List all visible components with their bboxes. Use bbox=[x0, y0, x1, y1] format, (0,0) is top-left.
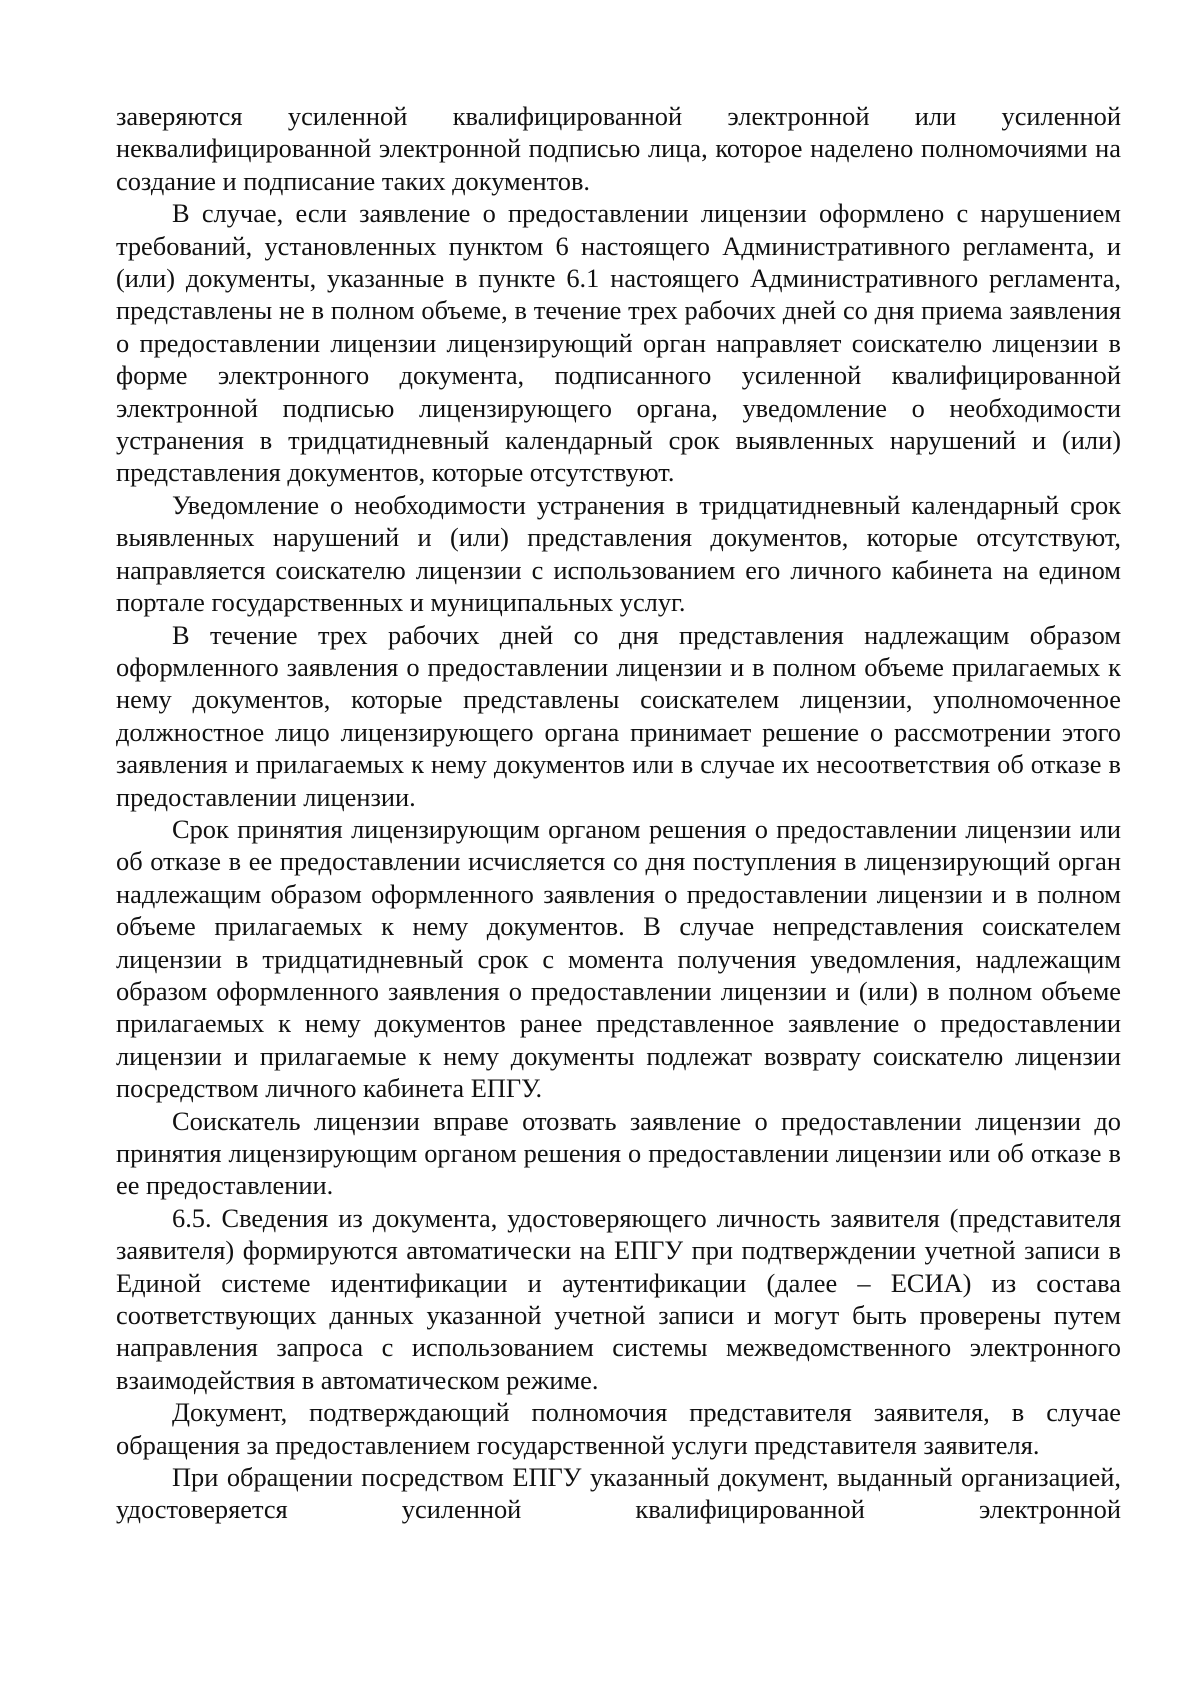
document-body bbox=[116, 100, 1121, 1526]
paragraph-3: Уведомление о необходимости устранения в тридцатидневный календарный срок выявленных нарушений и (или) представления документов, которые отсутствуют, направляется соискателю лицензии с использованием его личного кабинета на едином портале государственных и муниципальных услуг. bbox=[116, 489, 1121, 618]
paragraph-6: Соискатель лицензии вправе отозвать заявление о предоставлении лицензии до принятия лицензирующим органом решения о предоставлении лицензии или об отказе в ее предоставлении. bbox=[116, 1105, 1121, 1201]
paragraph-7: 6.5. Сведения из документа, удостоверяющего личность заявителя (представителя заявителя) формируются автоматически на ЕПГУ при подтверждении учетной записи в Единой системе идентификации и аутентификации (далее – ЕСИА) из состава соответствующих данных указанной учетной записи и могут быть проверены путем направления запроса с использованием системы межведомственного электронного взаимодействия в автоматическом режиме. bbox=[116, 1202, 1121, 1395]
paragraph-1: заверяются усиленной квалифицированной электронной или усиленной неквалифицированной электронной подписью лица, которое наделено полномочиями на создание и подписание таких документов. bbox=[116, 101, 1121, 196]
paragraph-4: В течение трех рабочих дней со дня представления надлежащим образом оформленного заявления о предоставлении лицензии и в полном объеме прилагаемых к нему документов, которые представлены соискателем лицензии, уполномоченное должностное лицо лицензирующего органа принимает решение о рассмотрении этого заявления и прилагаемых к нему документов или в случае их несоответствия об отказе в предоставлении лицензии. bbox=[116, 619, 1121, 812]
paragraph-2: В случае, если заявление о предоставлении лицензии оформлено с нарушением требований, установленных пунктом 6 настоящего Административного регламента, и (или) документы, указанные в пункте 6.1 настоящего Административного регламента, представлены не в полном объеме, в течение трех рабочих дней со дня приема заявления о предоставлении лицензии лицензирующий орган направляет соискателю лицензии в форме электронного документа, подписанного усиленной квалифицированной электронной подписью лицензирующего органа, уведомление о необходимости устранения в тридцатидневный календарный срок выявленных нарушений и (или) представления документов, которые отсутствуют. bbox=[116, 198, 1121, 488]
paragraph-8: Документ, подтверждающий полномочия представителя заявителя, в случае обращения за предоставлением государственной услуги представителя заявителя. bbox=[116, 1397, 1121, 1460]
paragraph-9: При обращении посредством ЕПГУ указанный документ, выданный организацией, удостоверяется усиленной квалифицированной электронной bbox=[116, 1462, 1121, 1525]
paragraph-5: Срок принятия лицензирующим органом решения о предоставлении лицензии или об отказе в ее предоставлении исчисляется со дня поступления в лицензирующий орган надлежащим образом оформленного заявления о предоставлении лицензии и в полном объеме прилагаемых к нему документов. В случае непредставления соискателем лицензии в тридцатидневный срок с момента получения уведомления, надлежащим образом оформленного заявления о предоставлении лицензии и (или) в полном объеме прилагаемых к нему документов ранее представленное заявление о предоставлении лицензии и прилагаемые к нему документы подлежат возврату соискателю лицензии посредством личного кабинета ЕПГУ. bbox=[116, 813, 1121, 1104]
